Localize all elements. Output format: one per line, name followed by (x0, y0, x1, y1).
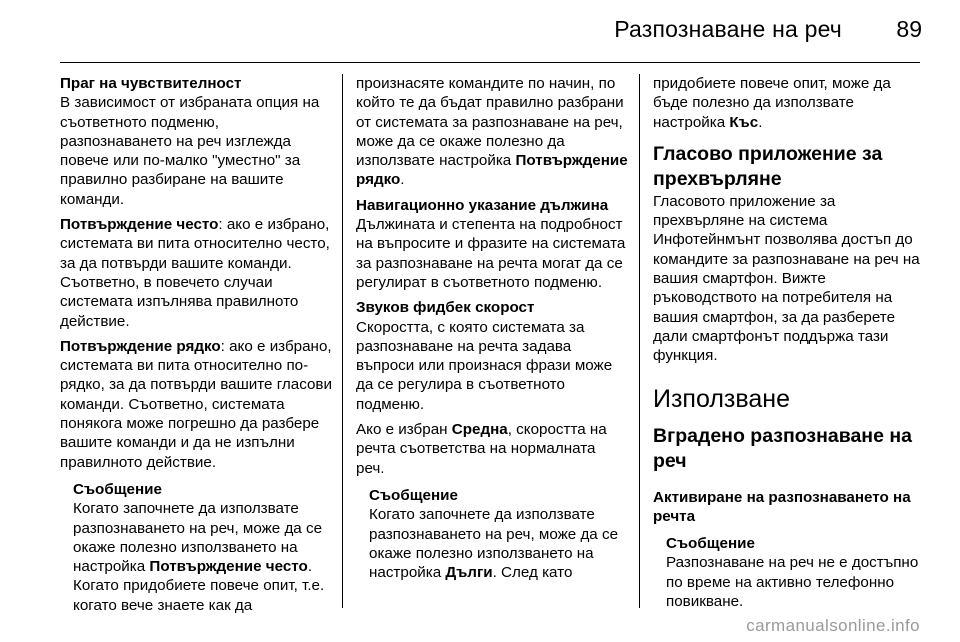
section-title-sensitivity: Праг на чувствителност (60, 75, 242, 92)
paragraph-sensitivity (60, 74, 332, 209)
paragraph-continuation-3 (653, 74, 925, 132)
header-divider (60, 62, 920, 63)
column-divider-2 (639, 74, 640, 608)
paragraph-confirm-rarely (60, 337, 332, 472)
note-box-3 (653, 534, 925, 611)
column-3 (653, 74, 925, 617)
note-title-2: Съобщение (369, 486, 458, 504)
note-term-2: Дълги (445, 564, 493, 582)
continuation-end-3: . (758, 113, 763, 131)
feedback-speed-text: Скоростта, с която системата за разпознаване на речта задава въпроси или произнася фрази може да се регулира в съответното подменю. (356, 318, 613, 413)
paragraph-medium-speed (356, 420, 628, 478)
term-confirm-rarely: Потвърждение рядко (60, 337, 221, 355)
term-confirm-rarely-2: Потвърждение рядко (356, 152, 628, 189)
continuation-end: . (400, 171, 405, 189)
note-text-2a: Когато започнете да използвате разпознаването на реч, може да се окаже полезно използването на настройка (369, 506, 619, 582)
term-short: Къс (729, 113, 759, 131)
note-title-3: Съобщение (666, 535, 755, 553)
page-number: 89 (896, 16, 922, 42)
note-title-1: Съобщение (73, 480, 162, 498)
note-box-1 (60, 480, 332, 615)
medium-speed-text-a: Ако е избран (356, 421, 452, 439)
paragraph-confirm-often (60, 215, 332, 331)
confirm-rarely-text: : ако е избрано, системата ви пита относително по-рядко, за да потвърди вашите гласови команди. Съответно, системата понякога може погрешно да разбере вашите команди и да не изпълни правилното действие. (60, 337, 332, 471)
voice-passthrough-text: Гласовото приложение за прехвърляне на система Инфотейнмънт позволява достъп до командите за разпознаване на реч на вашия смартфон. Вижте ръководството на потребителя на вашия смартфон, за да разберете дали смартфонът поддържа тази функция. (653, 192, 920, 365)
page-header-title: Разпознаване на реч (614, 16, 842, 42)
continuation-text-3: придобиете повече опит, може да бъде полезно да използвате настройка (653, 75, 891, 131)
section-title-feedback-speed: Звуков фидбек скорост (356, 299, 535, 317)
paragraph-feedback-speed (356, 298, 628, 414)
heading-voice-passthrough: Гласово приложение за прехвърляне (653, 142, 883, 190)
watermark: carmanualsonline.info (746, 616, 920, 635)
continuation-text: произнасяте командите по начин, по който те да бъдат правилно разбрани от системата за разпознаване на реч, може да се окаже полезно да използвате настройка (356, 75, 624, 170)
note-text-2b: . След като (492, 564, 573, 582)
medium-speed-text-b: , скоростта на речта съответства на нормалната реч. (356, 421, 607, 477)
term-confirm-often: Потвърждение често (60, 216, 219, 234)
term-medium: Средна (451, 421, 508, 439)
column-1 (60, 74, 332, 621)
column-2 (356, 74, 628, 588)
note-text-1b: . Когато придобиете повече опит, т.е. когато вече знаете как да (73, 558, 325, 614)
column-divider-1 (342, 74, 343, 608)
note-text-3: Разпознаване на реч не е достъпно по време на активно телефонно повикване. (666, 554, 919, 611)
nav-length-text: Дължината и степента на подробност на въпросите и фразите на системата за разпознаване на речта могат да се регулират в съответното подменю. (356, 216, 626, 291)
paragraph-continuation (356, 74, 628, 190)
heading-activate-recognition: Активиране на разпознаването на речта (653, 488, 911, 525)
note-term-1: Потвърждение често (149, 558, 308, 576)
confirm-often-text: : ако е избрано, системата ви пита относително често, за да потвърди вашите команди. Съответно, в повечето случаи системата изпълнява правилното действие. (60, 216, 330, 330)
section-title-nav-length: Навигационно указание дължина (356, 196, 609, 214)
note-box-2 (356, 486, 628, 582)
heading-builtin-recognition: Вградено разпознаване на реч (653, 424, 912, 472)
paragraph-nav-length (356, 196, 628, 292)
sensitivity-text: В зависимост от избраната опция на съответното подменю, разпознаването на реч изглежда повече или по-малко "уместно" за правилно разбиране на вашите команди. (60, 94, 320, 208)
heading-usage: Използване (653, 384, 790, 413)
note-text-1a: Когато започнете да използвате разпознаването на реч, може да се окаже полезно използването на настройка (73, 500, 323, 576)
